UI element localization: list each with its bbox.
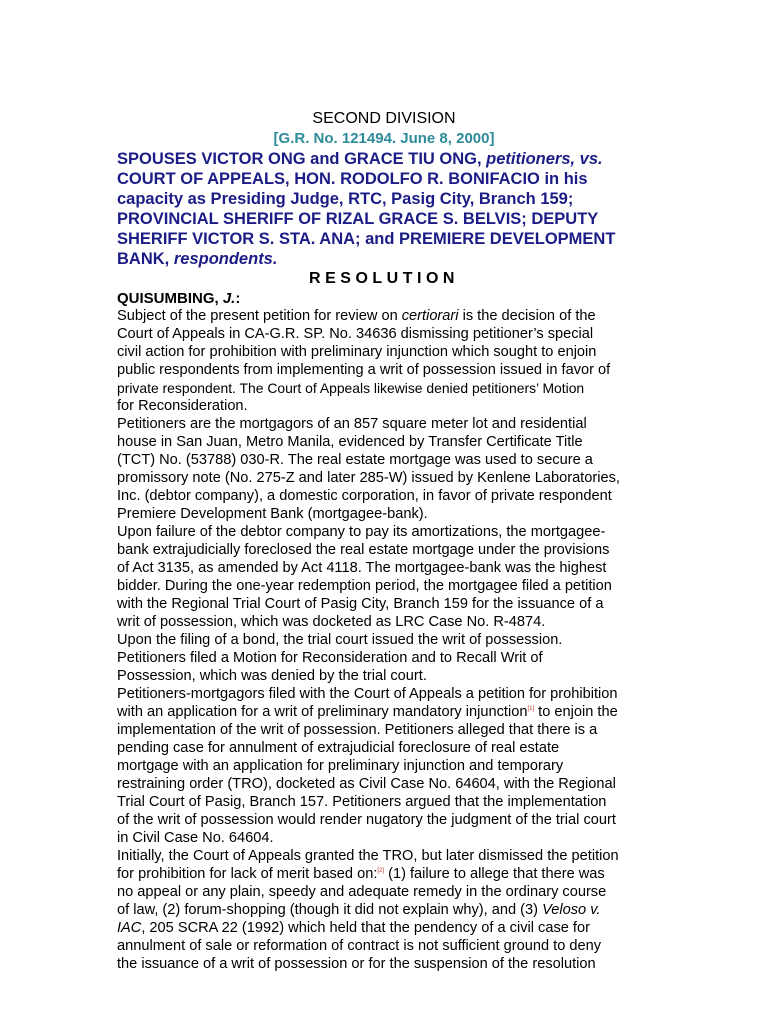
body-line — [117, 865, 662, 883]
ponente — [117, 290, 240, 308]
text-run: to enjoin the — [534, 704, 618, 720]
title-respondents-role: respondents. — [173, 250, 278, 268]
body-line: for Reconsideration. — [117, 398, 248, 414]
text-run: , 205 SCRA 22 (1992) which held that the pendency of a civil case for — [141, 920, 590, 936]
body-line: bank extrajudicially foreclosed the real estate mortgage under the provisions — [117, 542, 610, 558]
body-line: civil action for prohibition with preliminary injunction which sought to enjoin — [117, 344, 597, 360]
body-line: implementation of the writ of possession. Petitioners alleged that there is a — [117, 722, 598, 738]
body-line: Upon failure of the debtor company to pay its amortizations, the mortgagee- — [117, 524, 606, 540]
title-line: capacity as Presiding Judge, RTC, Pasig City, Branch 159; — [117, 190, 574, 208]
body-line: restraining order (TRO), docketed as Civil Case No. 64604, with the Regional — [117, 776, 616, 792]
text-run: (1) failure to allege that there was — [384, 866, 605, 882]
body-line: Trial Court of Pasig, Branch 157. Petitioners argued that the implementation — [117, 794, 607, 810]
body-line: promissory note (No. 275-Z and later 285-W) issued by Kenlene Laboratories, — [117, 470, 620, 486]
title-line: PROVINCIAL SHERIFF OF RIZAL GRACE S. BELVIS; DEPUTY — [117, 210, 599, 228]
title-bank: BANK, — [117, 250, 174, 268]
body-line: Premiere Development Bank (mortgagee-bank). — [117, 506, 428, 522]
body-line: of the writ of possession would render nugatory the judgment of the trial court — [117, 812, 616, 828]
text-run: is the decision of the — [458, 308, 596, 324]
body-line: public respondents from implementing a writ of possession issued in favor of — [117, 362, 611, 378]
footnote-link-1[interactable]: [1] — [527, 706, 535, 712]
body-line: of Act 3135, as amended by Act 4118. The mortgagee-bank was the highest — [117, 560, 607, 576]
body-line: writ of possession, which was docketed as LRC Case No. R-4874. — [117, 614, 546, 630]
body-line — [117, 901, 662, 919]
body-line: no appeal or any plain, speedy and adequate remedy in the ordinary course — [117, 884, 607, 900]
title-petitioners: SPOUSES VICTOR ONG and GRACE TIU ONG, — [117, 150, 487, 168]
title-petitioners-role: petitioners, vs. — [486, 150, 603, 168]
body-line: Upon the filing of a bond, the trial court issued the writ of possession. — [117, 632, 563, 648]
resolution-heading: RESOLUTION — [309, 270, 459, 287]
body-line: the issuance of a writ of possession or for the suspension of the resolution — [117, 956, 596, 972]
body-line — [117, 307, 662, 325]
text-run: Subject of the present petition for review on — [117, 308, 402, 324]
text-italic: IAC — [117, 920, 142, 936]
text-run: for prohibition for lack of merit based on: — [117, 866, 378, 882]
body-line: with the Regional Trial Court of Pasig City, Branch 159 for the issuance of a — [117, 596, 604, 612]
body-line: Petitioners-mortgagors filed with the Court of Appeals a petition for prohibition — [117, 686, 618, 702]
body-line: Initially, the Court of Appeals granted the TRO, but later dismissed the petition — [117, 848, 619, 864]
body-line: Possession, which was denied by the trial court. — [117, 668, 427, 684]
ponente-name: QUISUMBING, — [117, 290, 223, 307]
ponente-colon: : — [235, 290, 241, 307]
body-line: Petitioners filed a Motion for Reconsideration and to Recall Writ of — [117, 650, 543, 666]
body-line: house in San Juan, Metro Manila, evidenced by Transfer Certificate Title — [117, 434, 583, 450]
text-italic: certiorari — [401, 308, 459, 324]
body-line: Petitioners are the mortgagors of an 857 square meter lot and residential — [117, 416, 587, 432]
body-line: pending case for annulment of extrajudicial foreclosure of real estate — [117, 740, 560, 756]
footnote-link-2[interactable]: [2] — [377, 868, 385, 874]
text-run: with an application for a writ of preliminary mandatory injunction — [117, 704, 528, 720]
body-line: (TCT) No. (53788) 030-R. The real estate mortgage was used to secure a — [117, 452, 593, 468]
body-line — [117, 703, 662, 721]
case-number: [G.R. No. 121494. June 8, 2000] — [273, 130, 495, 147]
body-line: Court of Appeals in CA-G.R. SP. No. 34636 dismissing petitioner’s special — [117, 326, 594, 342]
body-line — [117, 919, 662, 937]
document-body — [117, 307, 662, 973]
title-line: COURT OF APPEALS, HON. RODOLFO R. BONIFACIO in his — [117, 170, 588, 188]
text-run: of law, (2) forum-shopping (though it did not explain why), and (3) — [117, 902, 543, 918]
title-line: SHERIFF VICTOR S. STA. ANA; and PREMIERE DEVELOPMENT — [117, 230, 616, 248]
body-line: in Civil Case No. 64604. — [117, 830, 274, 846]
division-heading: SECOND DIVISION — [312, 110, 456, 127]
body-line: mortgage with an application for preliminary injunction and temporary — [117, 758, 564, 774]
body-line: Inc. (debtor company), a domestic corporation, in favor of private respondent — [117, 488, 612, 504]
text-italic: Veloso v. — [542, 902, 601, 918]
case-title — [117, 149, 657, 269]
body-line: private respondent. The Court of Appeals likewise denied petitioners’ Motion — [117, 380, 585, 396]
body-line: bidder. During the one-year redemption period, the mortgagee filed a petition — [117, 578, 612, 594]
body-line: annulment of sale or reformation of contract is not sufficient ground to deny — [117, 938, 602, 954]
ponente-suffix: J. — [222, 290, 236, 307]
